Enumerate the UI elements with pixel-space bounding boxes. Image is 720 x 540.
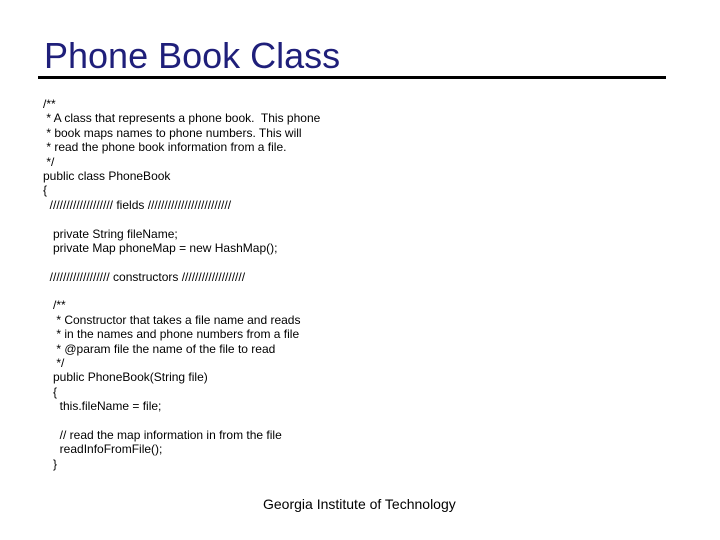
code-line: */ <box>43 154 55 169</box>
slide-title: Phone Book Class <box>44 35 341 76</box>
code-line: private String fileName; <box>43 226 178 241</box>
code-line: * @param file the name of the file to read <box>43 341 276 356</box>
code-line <box>43 414 320 428</box>
code-line: // read the map information in from the file <box>43 427 282 442</box>
code-line: ////////////////// constructors /////////////////// <box>43 269 246 284</box>
title-underline <box>38 76 666 79</box>
code-line <box>43 284 320 298</box>
code-line: { <box>43 183 48 198</box>
code-line <box>43 255 320 269</box>
code-line: readInfoFromFile(); <box>43 442 163 457</box>
code-line: */ <box>43 356 65 371</box>
code-line: { <box>43 384 58 399</box>
code-line: /** <box>43 298 66 313</box>
code-line: /** <box>43 97 56 111</box>
code-line: * Constructor that takes a file name and reads <box>43 312 301 327</box>
code-line: * A class that represents a phone book. This phone <box>43 111 321 126</box>
code-line: * book maps names to phone numbers. This will <box>43 125 302 140</box>
code-line <box>43 212 320 226</box>
code-line: private Map phoneMap = new HashMap(); <box>43 240 278 255</box>
code-line: * in the names and phone numbers from a file <box>43 327 300 342</box>
footer-text: Georgia Institute of Technology <box>263 496 456 512</box>
code-line: /////////////////// fields ///////////////////////// <box>43 197 232 212</box>
code-line: } <box>43 456 58 471</box>
code-listing <box>43 97 320 471</box>
code-line: * read the phone book information from a file. <box>43 140 287 155</box>
code-line: public class PhoneBook <box>43 168 171 183</box>
code-line: this.fileName = file; <box>43 399 162 414</box>
code-line: public PhoneBook(String file) <box>43 370 208 385</box>
